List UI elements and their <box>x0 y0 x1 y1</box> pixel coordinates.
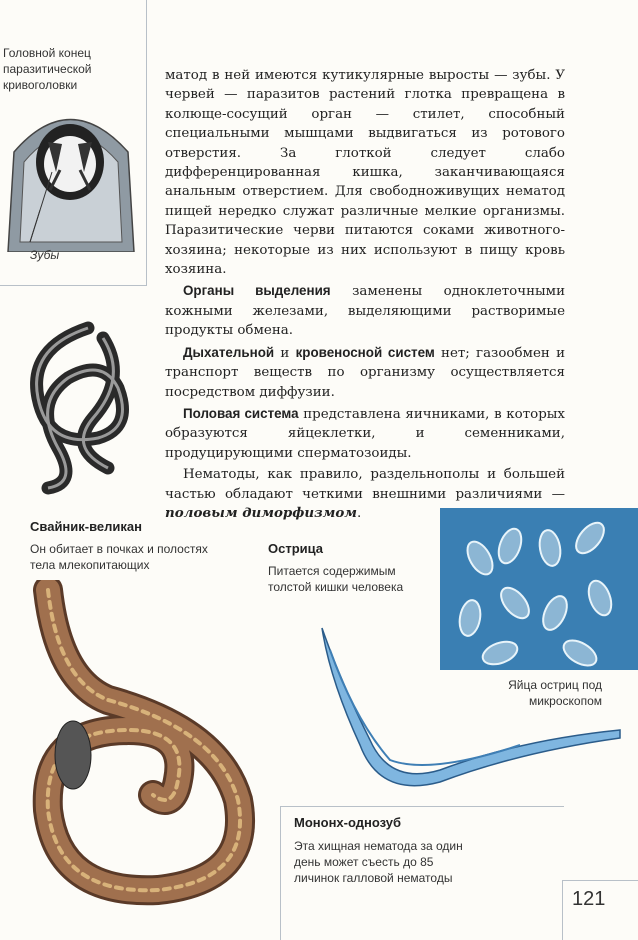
paragraph-respiratory <box>165 343 565 402</box>
paragraph-respiratory-text: нет; газообмен и транспорт веществ по организму осуществляется посредством диффузии. <box>165 345 565 400</box>
hookworm-head-illustration <box>0 92 140 252</box>
mononch-title: Мононх-однозуб <box>294 815 402 830</box>
paragraph-excretion <box>165 281 565 340</box>
pinworm-illustration <box>300 620 630 810</box>
giant-kidney-worm-illustration <box>18 580 280 910</box>
paragraph-excretion-text: заменены одноклеточными кожными железами, выделяющими растворимые продукты обмена. <box>165 284 565 339</box>
paragraph-respiratory-conj: и <box>274 345 296 361</box>
term-excretion: Органы выделения <box>183 283 331 299</box>
svainik-text: Он обитает в почках и полостях тела млекопитающих <box>30 542 208 572</box>
mononch-frame-vertical <box>280 806 281 940</box>
ostritsa-title: Острица <box>268 541 324 556</box>
eggs-text: Яйца остриц под микроскопом <box>508 678 602 708</box>
term-respiratory: Дыхательной <box>183 344 275 360</box>
term-circulatory: кровеносной систем <box>295 344 435 360</box>
ostritsa-text: Питается содержимым толстой кишки человека <box>268 564 404 594</box>
mononch-text: Эта хищная нематода за один день может съесть до 85 личинок галловой нематоды <box>294 839 463 885</box>
paragraph-dimorphism-tail: . <box>357 505 362 521</box>
paragraph-1: матод в ней имеются кутикулярные выросты — зубы. У червей — паразитов растений глотка превращена в колюще-сосущий орган — стилет, способный специальными мышцами выдвигаться из ротового отверстия. За глоткой следует слабо дифференцированная кишка, заканчивающаяся анальным отверстием. Для свободноживущих нематод пищей нередко служат различные мелкие организмы. Паразитические черви питаются соками животного-хозяина; некоторые из них используют в пищу кровь хозяина. <box>165 68 565 278</box>
head-caption: Головной конец паразитической кривоголовки <box>3 46 92 92</box>
paragraph-reproductive <box>165 404 565 463</box>
coiled-nematode-illustration <box>8 318 148 498</box>
term-dimorphism: половым диморфизмом <box>165 504 358 521</box>
term-reproductive: Половая система <box>183 405 299 421</box>
paragraph-dimorphism-text: Нематоды, как правило, раздельнополы и большей частью обладают четкими внешними различиями — <box>165 467 565 502</box>
page-number: 121 <box>572 888 606 910</box>
mononch-frame-horizontal <box>280 806 564 807</box>
figure-frame-horizontal <box>0 285 147 286</box>
paragraph-reproductive-text: представлена яичниками, в которых образуются яйцеклетки, и семенниками, продуцирующими сперматозоиды. <box>165 406 565 461</box>
main-text <box>165 66 565 525</box>
teeth-label: Зубы <box>30 248 60 262</box>
svainik-title: Свайник-великан <box>30 519 142 534</box>
